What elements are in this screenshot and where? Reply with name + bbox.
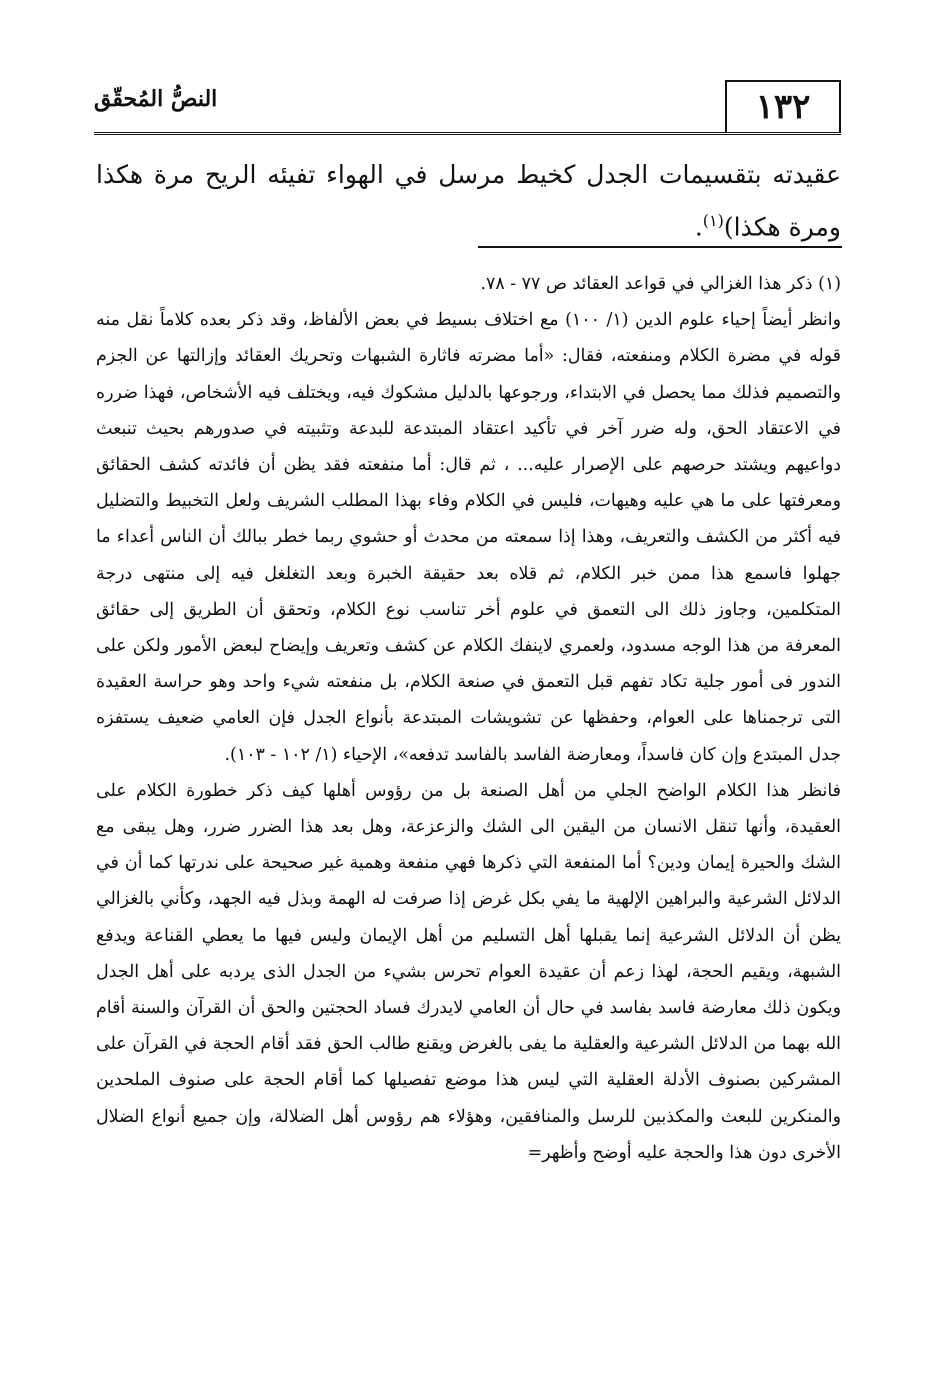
page-number: ١٣٢	[725, 80, 841, 132]
page-header	[94, 80, 841, 135]
footnote-separator	[478, 246, 842, 248]
footnote-1-citation: (١) ذكر هذا الغزالي في قواعد العقائد ص ٧٧ - ٧٨.	[480, 274, 841, 294]
running-title: النصُّ المُحقّق	[94, 86, 218, 112]
footnote-paragraph: وانظر أيضاً إحياء علوم الدين (١/ ١٠٠) مع اختلاف بسيط في بعض الألفاظ، وقد ذكر بعده كلاماً نقل منه قوله في مضرة الكلام ومنفعته، فقال: «أما مضرته فاثارة الشبهات وتحريك العقائد وإزالتها عن الجزم والتصميم فذلك مما يحصل في الابتداء، ورجوعها بالدليل مشكوك فيه، ويختلف فيه الأشخاص، فهذا ضرره في الاعتقاد الحق، وله ضرر آخر في تأكيد اعتقاد المبتدعة للبدعة وتثبيته في صدورهم بحيث تنبعث دواعيهم ويشتد حرصهم على الإصرار عليه... ، ثم قال: أما منفعته فقد يظن أن فائدته كشف الحقائق ومعرفتها على ما هي عليه وهيهات، فليس في الكلام وفاء بهذا المطلب الشريف ولعل التخبيط والتضليل فيه أكثر من الكشف والتعريف، وهذا إذا سمعته من محدث أو حشوي ربما خطر ببالك أن الناس أعداء ما جهلوا فاسمع هذا ممن خبر الكلام، ثم قلاه بعد حقيقة الخبرة وبعد التغلغل فيه إلى منتهى درجة المتكلمين، وجاوز ذلك الى التعمق في علوم أخر تناسب نوع الكلام، وتحقق أن الطريق إلى حقائق المعرفة من هذا الوجه مسدود، ولعمري لاينفك الكلام عن كشف وتعريف وإيضاح لبعض الأمور ولكن على الندور فى أمور جلية تكاد تفهم قبل التعمق في صنعة الكلام، بل منفعته شيء واحد وهو حراسة العقيدة التى ترجمناها على العوام، وحفظها عن تشويشات المبتدعة بأنواع الجدل فإن العامي ضعيف يستفزه جدل المبتدع وإن كان فاسداً، ومعارضة الفاسد بالفاسد تدفعه»، الإحياء (١/ ١٠٢ - ١٠٣).	[96, 310, 841, 765]
main-text-body: عقيدته بتقسيمات الجدل كخيط مرسل في الهواء تفيئه الريح مرة هكذا ومرة هكذا)	[96, 160, 841, 242]
footnotes	[96, 266, 841, 1171]
main-text	[96, 152, 841, 250]
footnote-paragraph: فانظر هذا الكلام الواضح الجلي من أهل الصنعة بل من رؤوس أهلها كيف ذكر خطورة الكلام على العقيدة، وأنها تنقل الانسان من اليقين الى الشك والزعزعة، وهل بعد هذا الضرر ضرر، وهل يبقى مع الشك والحيرة إيمان ودين؟ أما المنفعة التي ذكرها فهي منفعة وهمية غير صحيحة على ندرتها كما أن في الدلائل الشرعية والبراهين الإلهية ما يفي بكل غرض إذا صرفت له الهمة وبذل فيه الجهد، وكأني بالغزالي يظن أن الدلائل الشرعية إنما يقبلها أهل التسليم من أهل الإيمان وليس فيها ما يعطي القناعة ويدفع الشبهة، ويقيم الحجة، لهذا زعم أن عقيدة العوام تحرس بشيء من الجدل الذى يردبه على أهل الجدل ويكون ذلك معارضة فاسد بفاسد في حال أن العامي لايدرك فساد الحجتين والحق أن القرآن والسنة أقام الله بهما من الدلائل الشرعية والعقلية ما يفى بالغرض ويقنع طالب الحق فقد أقام الحجة في القرآن على المشركين بصنوف الأدلة العقلية التي ليس هذا موضع تفصيلها كما أقام الحجة على صنوف الملحدين والمنكرين للبعث والمكذبين للرسل والمنافقين، وهؤلاء هم رؤوس أهل الضلالة، وإن جميع أنواع الضلال الأخرى دون هذا والحجة عليه أوضح وأظهر=	[96, 780, 841, 1163]
main-text-end: .	[694, 212, 703, 242]
footnote-reference: (١)	[702, 211, 724, 230]
